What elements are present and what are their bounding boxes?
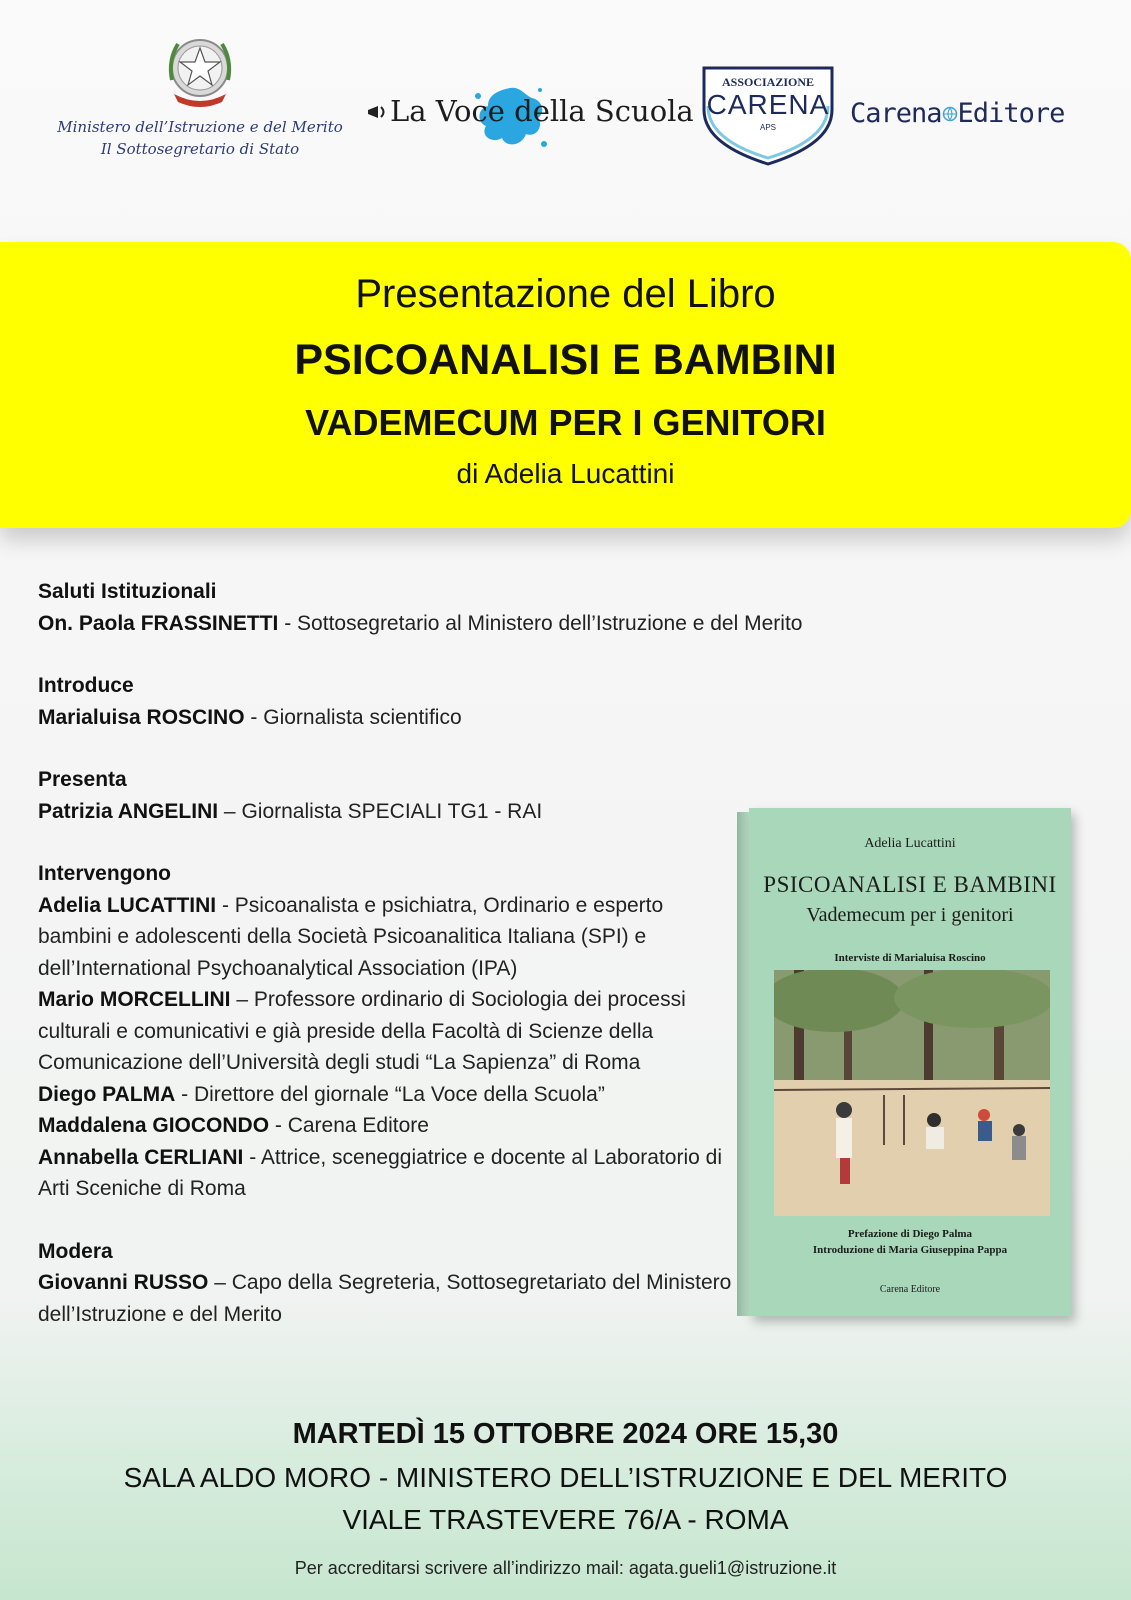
speaker-name: Diego PALMA <box>38 1082 176 1106</box>
speaker-name: Adelia LUCATTINI <box>38 893 217 917</box>
separator: – <box>218 799 242 823</box>
event-venue: SALA ALDO MORO - MINISTERO DELL’ISTRUZIONE E DEL MERITO <box>123 1462 1008 1493</box>
ministry-name: Ministero dell’Istruzione e del Merito <box>57 118 343 136</box>
speaker-role: Professore ordinario di Sociologia dei processi culturali e comunicativi e già preside della Facoltà di Scienze della Comunicazione dell’Università degli studi “La Sapienza” di Roma <box>38 988 686 1074</box>
header <box>0 0 1131 240</box>
book-cover-subtitle: Vademecum per i genitori <box>806 904 1014 926</box>
section-introduce <box>38 670 738 733</box>
section-saluti <box>38 576 998 639</box>
speaker-role: Psicoanalista e psichiatra, Ordinario e esperto bambini e adolescenti della Società Psicoanalitica Italiana (SPI) e dell’International Psychoanalytical Association (IPA) <box>38 893 664 980</box>
speaker-entry <box>38 1079 738 1111</box>
ministry-logo-block <box>40 30 360 160</box>
speaker-entry <box>38 1267 738 1330</box>
voce-logo-text: La Voce della Scuola <box>390 94 694 128</box>
separator: - <box>216 893 235 917</box>
speaker-name: Patrizia ANGELINI <box>38 799 219 823</box>
carena-badge-main-text: CARENA <box>706 89 830 120</box>
speaker-role: Carena Editore <box>287 1114 429 1137</box>
carena-editore-logo <box>850 98 1064 129</box>
carena-badge-bottom-text: APS <box>759 123 777 132</box>
speaker-name: On. Paola FRASSINETTI <box>38 611 279 635</box>
speaker-role: Giornalista SPECIALI TG1 - RAI <box>241 799 543 823</box>
separator: – <box>208 1271 232 1294</box>
event-address: VIALE TRASTEVERE 76/A - ROMA <box>342 1504 789 1535</box>
section-modera <box>38 1236 738 1331</box>
speaker-role: Capo della Segreteria, Sottosegretariato del Ministero dell’Istruzione e del Merito <box>38 1271 732 1326</box>
park-painting-illustration <box>774 970 1050 1216</box>
section-heading: Presenta <box>38 768 127 791</box>
book-cover-interviews: Interviste di Marialuisa Roscino <box>834 952 986 964</box>
separator: - <box>244 705 264 729</box>
speaker-entry <box>38 890 738 985</box>
speaker-entry <box>38 702 738 734</box>
book-cover-publisher: Carena Editore <box>879 1284 941 1295</box>
ministry-office: Il Sottosegretario di Stato <box>100 140 300 158</box>
speaker-entry <box>38 608 998 640</box>
speaker-name: Maddalena GIOCONDO <box>38 1114 270 1137</box>
speaker-role: Attrice, sceneggiatrice e docente al Laboratorio di Arti Sceniche di Roma <box>38 1145 722 1200</box>
book-subtitle: VADEMECUM PER I GENITORI <box>305 402 826 443</box>
section-presenta <box>38 764 738 827</box>
book-cover-image <box>737 808 1075 1320</box>
book-cover-title: PSICOANALISI E BAMBINI <box>763 872 1057 897</box>
carena-badge-top-text: ASSOCIAZIONE <box>721 75 815 89</box>
section-heading: Introduce <box>38 674 134 697</box>
book-author: di Adelia Lucattini <box>456 458 675 489</box>
carena-editore-left: Carena <box>850 98 942 129</box>
italian-republic-emblem-icon <box>160 30 240 116</box>
program <box>38 576 803 1361</box>
speaker-name: Mario MORCELLINI <box>38 988 231 1011</box>
section-heading: Intervengono <box>38 862 172 885</box>
voce-della-scuola-logo <box>366 94 694 128</box>
speaker-entry <box>38 1142 738 1205</box>
book-cover-introduction: Introduzione di Maria Giuseppina Pappa <box>812 1244 1008 1256</box>
speaker-entry <box>38 1110 738 1142</box>
separator: - <box>278 611 298 635</box>
banner-pre-title: Presentazione del Libro <box>355 272 776 316</box>
book-cover-author: Adelia Lucattini <box>864 836 956 851</box>
speaker-role: Sottosegretario al Ministero dell’Istruzione e del Merito <box>297 611 803 635</box>
section-heading: Saluti Istituzionali <box>38 580 217 603</box>
globe-icon <box>942 106 958 122</box>
section-heading: Modera <box>38 1239 113 1263</box>
book-cover-preface: Prefazione di Diego Palma <box>847 1228 973 1240</box>
speaker-role: Giornalista scientifico <box>263 705 462 729</box>
speaker-name: Marialuisa ROSCINO <box>38 705 245 729</box>
speaker-entry <box>38 984 738 1079</box>
speaker-entry <box>38 796 738 828</box>
separator: - <box>175 1082 194 1106</box>
event-date-time: MARTEDÌ 15 OTTOBRE 2024 ORE 15,30 <box>292 1418 839 1450</box>
title-banner <box>0 242 1131 528</box>
book-title: PSICOANALISI E BAMBINI <box>294 336 837 384</box>
separator: - <box>243 1145 261 1169</box>
megaphone-icon <box>366 102 390 122</box>
speaker-name: Annabella CERLIANI <box>38 1145 244 1169</box>
separator: – <box>230 988 254 1011</box>
separator: - <box>269 1114 288 1137</box>
section-intervengono <box>38 858 738 1205</box>
speaker-name: Giovanni RUSSO <box>38 1271 209 1294</box>
accreditation-note: Per accreditarsi scrivere all’indirizzo mail: agata.gueli1@istruzione.it <box>294 1558 837 1578</box>
carena-editore-right: Editore <box>957 98 1065 129</box>
associazione-carena-badge <box>700 66 836 166</box>
book-cover <box>749 808 1071 1316</box>
speaker-role: Direttore del giornale “La Voce della Scuola” <box>193 1082 605 1106</box>
